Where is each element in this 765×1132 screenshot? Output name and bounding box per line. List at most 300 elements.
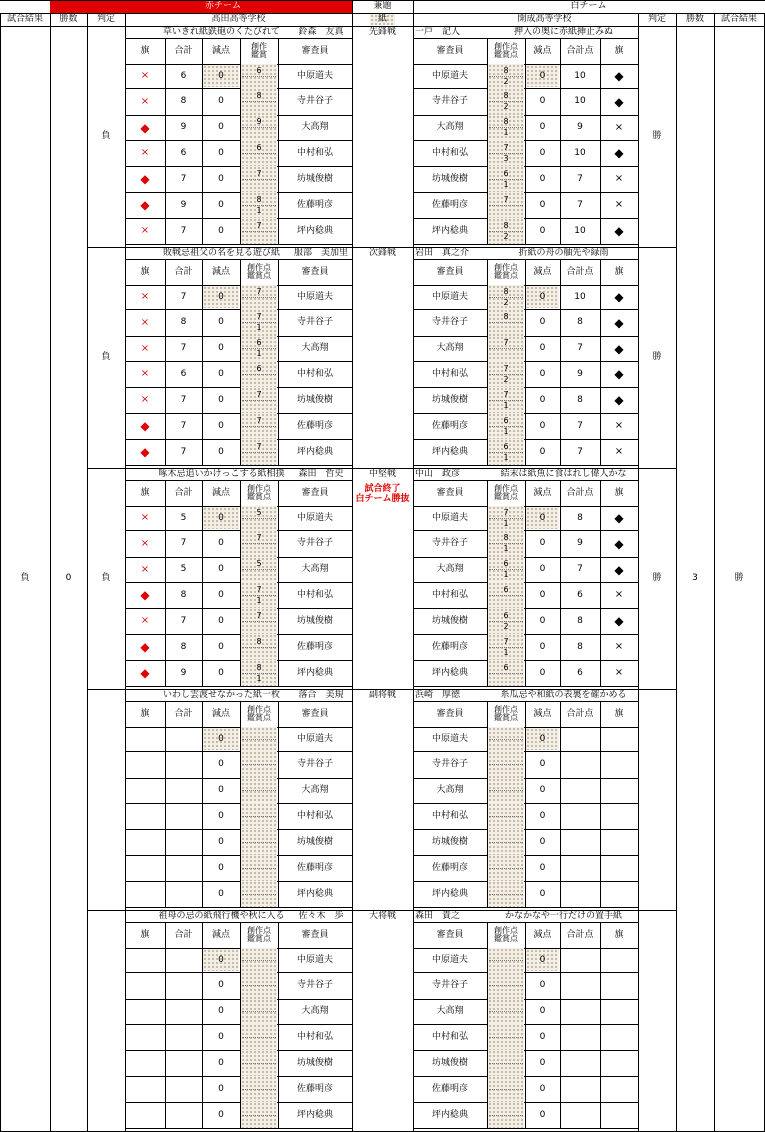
grid-line [487, 480, 488, 686]
white-deduct: 0 [539, 420, 546, 431]
bout-judge-white [638, 689, 676, 910]
white-flag: ◆ [614, 94, 624, 109]
grid-line [240, 701, 241, 907]
red-total: 7 [180, 225, 187, 236]
white-flag: ◆ [614, 146, 624, 160]
score-divider [242, 452, 276, 453]
grid-line [525, 38, 526, 244]
white-flag: × [614, 589, 624, 600]
white-total: 6 [577, 667, 583, 678]
score-divider [489, 595, 523, 596]
white-total: 10 [574, 147, 586, 158]
white-create-score: 7 [503, 389, 509, 399]
red-score [240, 361, 278, 387]
white-flag: ◆ [614, 224, 624, 238]
score-divider [489, 739, 523, 740]
red-deduct: 0 [218, 343, 224, 353]
score-divider [242, 868, 276, 869]
grid-line [278, 701, 279, 907]
score-divider [242, 426, 276, 427]
red-deduct: 0 [218, 70, 224, 81]
col-header-sum_points: 合計点 [566, 45, 594, 56]
judge-name-red: 坪内稔典 [296, 667, 333, 678]
judge-name-white: 坪内稔典 [431, 1109, 468, 1120]
red-create-score: 7 [256, 389, 262, 399]
red-flag [125, 999, 165, 1024]
score-divider [489, 348, 523, 349]
red-appreciate-score: 1 [256, 349, 262, 358]
white-total: 9 [577, 368, 583, 379]
score-divider [489, 764, 523, 765]
white-appreciate-score: 2 [503, 76, 509, 86]
match-wins-white: 3 [692, 573, 698, 583]
judge-name-white: 中原道夫 [431, 512, 468, 523]
white-score [487, 1076, 525, 1102]
white-haiku: かなかなや一行だけの置手紙 [504, 910, 622, 921]
white-deduct: 0 [539, 862, 546, 873]
col-header-appreciate: 鑑賞 [251, 50, 267, 59]
row-line [413, 686, 639, 687]
judge-name-red: 寺井谷子 [296, 759, 333, 769]
white-score [487, 218, 525, 244]
judge-name-red: 中原道夫 [296, 733, 333, 744]
white-score [487, 140, 525, 166]
red-score [240, 285, 278, 309]
white-create-score: 7 [503, 507, 509, 517]
red-flag: × [140, 147, 150, 158]
red-total [165, 1076, 202, 1102]
col-header-judge_col: 審査員 [436, 45, 464, 56]
red-total: 7 [180, 420, 187, 431]
white-score [487, 557, 525, 582]
grid-line [0, 0, 765, 1]
red-score [240, 727, 278, 751]
white-deduct: 0 [539, 1031, 546, 1042]
white-deduct: 0 [539, 785, 546, 795]
white-flag: ◆ [614, 341, 624, 356]
judge-name-white: 寺井谷子 [431, 759, 468, 769]
red-deduct: 0 [218, 836, 224, 847]
white-deduct: 0 [539, 641, 546, 652]
red-flag: × [140, 225, 150, 236]
score-divider [242, 790, 276, 791]
judge-name-white: 坊城俊樹 [431, 1057, 468, 1068]
red-appreciate-score: 1 [256, 673, 262, 683]
judge-name-white: 坊城俊樹 [431, 173, 468, 184]
judge-name-red: 坪内稔典 [296, 446, 333, 457]
red-flag: × [140, 368, 150, 379]
bout-round: 大将戦 [368, 910, 396, 921]
score-divider [489, 673, 523, 674]
row-line [125, 907, 353, 908]
judge-name-white: 佐藤明彦 [431, 199, 468, 210]
white-player: 一戸 記人 [415, 26, 461, 37]
white-deduct: 0 [539, 512, 546, 523]
grid-line [165, 922, 166, 1128]
col-header-sum_points: 合計点 [566, 708, 594, 719]
white-appreciate-score: 1 [503, 518, 509, 528]
white-deduct: 0 [539, 1057, 546, 1068]
red-score [240, 387, 278, 413]
white-deduct: 0 [539, 173, 546, 184]
white-deduct: 0 [539, 70, 546, 81]
bout-round: 次鋒戦 [368, 247, 396, 258]
red-player: 服部 美加里 [293, 247, 348, 258]
red-deduct: 0 [218, 446, 224, 457]
red-deduct: 0 [218, 980, 224, 990]
judge-name-red: 佐藤明彦 [296, 199, 333, 210]
grid-line [0, 13, 765, 14]
grid-line [240, 38, 241, 244]
grid-line [638, 910, 639, 1131]
red-total: 7 [180, 394, 187, 405]
white-total [560, 972, 600, 999]
judge-name-red: 大高翔 [301, 785, 329, 795]
white-flag: ◆ [614, 393, 624, 407]
white-player: 岩田 真之介 [415, 247, 470, 258]
white-score [487, 751, 525, 778]
red-appreciate-score: 1 [256, 205, 262, 215]
red-player: 森田 哲史 [298, 468, 344, 479]
white-deduct: 0 [539, 733, 546, 744]
white-player: 中山 政彦 [415, 468, 461, 479]
red-flag: × [140, 70, 150, 81]
red-deduct: 0 [218, 589, 224, 600]
judge-name-red: 中原道夫 [296, 70, 333, 81]
red-create-score: 7 [256, 312, 262, 321]
judge-name-red: 大高翔 [301, 1006, 329, 1016]
col-header-create-appreciate [240, 259, 278, 285]
red-player: 佐々木 歩 [298, 910, 344, 921]
judge-name-white: 中村和弘 [431, 810, 468, 821]
red-total [165, 999, 202, 1024]
white-deduct: 0 [539, 538, 546, 548]
white-flag: × [614, 199, 624, 210]
col-header-create-appreciate [240, 480, 278, 506]
row-line [125, 686, 353, 687]
col-header-create-appreciate [487, 259, 525, 285]
white-flag [600, 948, 638, 972]
judge-name-red: 坊城俊樹 [296, 1057, 333, 1068]
grid-line [638, 468, 639, 689]
red-haiku: いわし雲渡せなかった紙一枚 [162, 689, 280, 700]
score-divider [489, 842, 523, 843]
red-deduct: 0 [218, 420, 224, 431]
red-flag [125, 948, 165, 972]
red-flag: ◆ [140, 588, 150, 602]
red-total: 7 [180, 446, 187, 457]
white-total: 7 [577, 446, 583, 457]
col-header-flag: 旗 [140, 929, 150, 940]
score-divider [242, 569, 276, 570]
red-deduct: 0 [218, 862, 224, 873]
white-appreciate-score: 2 [503, 231, 509, 241]
red-total: 6 [180, 147, 187, 158]
red-flag: × [140, 615, 150, 626]
red-score [240, 1102, 278, 1128]
red-total: 6 [180, 70, 187, 81]
white-total [560, 829, 600, 855]
red-create-score: 6 [256, 363, 262, 373]
white-deduct: 0 [539, 1006, 546, 1016]
row-line [125, 244, 353, 245]
white-total [560, 948, 600, 972]
match-wins-red: 0 [65, 573, 72, 583]
col-header-create-appreciate [487, 38, 525, 64]
score-divider [489, 790, 523, 791]
white-deduct: 0 [539, 1083, 546, 1094]
red-deduct: 0 [218, 1109, 224, 1120]
judge-name-red: 中村和弘 [296, 810, 333, 821]
score-divider [242, 842, 276, 843]
red-total: 8 [180, 589, 187, 600]
red-total: 6 [180, 368, 187, 379]
red-appreciate-score: 1 [256, 595, 262, 605]
judge-name-red: 中村和弘 [296, 147, 333, 158]
winner-line: 白チーム勝抜 [355, 494, 410, 504]
white-flag [600, 855, 638, 881]
white-total [560, 1050, 600, 1076]
col-header-create: 創作点 [247, 262, 271, 272]
white-total [560, 881, 600, 907]
red-create-score: 7 [256, 584, 262, 594]
red-flag [125, 778, 165, 803]
col-header-deduct: 減点 [533, 929, 552, 940]
white-flag [600, 803, 638, 829]
col-header-create: 創作点 [247, 483, 271, 493]
white-flag: × [614, 173, 624, 184]
judge-name-white: 中村和弘 [431, 147, 468, 158]
red-score [240, 634, 278, 660]
judge-name-red: 中村和弘 [296, 368, 333, 379]
col-header-total: 合計 [174, 266, 193, 277]
red-score [240, 1024, 278, 1050]
grid-line [638, 13, 639, 26]
white-flag: ◆ [614, 69, 624, 83]
col-result-white: 試合結果 [720, 14, 757, 24]
white-total: 8 [577, 512, 583, 523]
red-total [165, 751, 202, 778]
white-flag [600, 751, 638, 778]
red-score [240, 660, 278, 686]
red-score [240, 413, 278, 439]
judge-name-white: 寺井谷子 [431, 538, 468, 548]
red-deduct: 0 [218, 1083, 224, 1094]
judge-name-white: 中原道夫 [431, 954, 468, 965]
score-divider [489, 960, 523, 961]
grid-line [600, 259, 601, 465]
white-total: 8 [577, 615, 583, 626]
white-deduct: 0 [539, 446, 546, 457]
red-deduct: 0 [218, 641, 224, 652]
white-score [487, 727, 525, 751]
red-create-score: 7 [256, 441, 262, 451]
red-score [240, 582, 278, 608]
col-header-appreciate: 鑑賞点 [494, 492, 518, 501]
red-total: 9 [180, 122, 187, 132]
white-score [487, 387, 525, 413]
judge-name-red: 中原道夫 [296, 291, 333, 302]
white-create-score: 8 [503, 533, 509, 542]
grid-line [165, 259, 166, 465]
white-deduct: 0 [539, 589, 546, 600]
red-flag [125, 1024, 165, 1050]
white-score [487, 582, 525, 608]
red-create-score: 8 [256, 662, 262, 672]
grid-line [525, 480, 526, 686]
grid-line [413, 0, 414, 26]
grid-line [352, 910, 353, 1131]
white-total: 7 [577, 173, 583, 184]
white-total [560, 727, 600, 751]
white-team-label: 白チーム [570, 1, 607, 11]
white-appreciate-score: 2 [503, 297, 509, 307]
white-flag: ◆ [614, 315, 624, 330]
white-flag [600, 999, 638, 1024]
bout-judge-white: 勝 [652, 131, 662, 141]
bout-judge-red: 負 [101, 131, 111, 141]
white-total [560, 855, 600, 881]
red-score [240, 557, 278, 582]
score-divider [489, 816, 523, 817]
judge-name-red: 坊城俊樹 [296, 394, 333, 405]
judge-name-red: 寺井谷子 [296, 317, 333, 327]
judge-name-red: 坪内稔典 [296, 888, 333, 899]
judge-name-white: 佐藤明彦 [431, 420, 468, 431]
white-deduct: 0 [539, 317, 546, 327]
judge-name-red: 中原道夫 [296, 512, 333, 523]
red-total [165, 778, 202, 803]
grid-line [278, 38, 279, 244]
red-deduct: 0 [218, 173, 224, 184]
white-score [487, 999, 525, 1024]
col-header-deduct: 減点 [533, 45, 552, 56]
white-score [487, 1102, 525, 1128]
col-header-create: 創作点 [247, 925, 271, 935]
red-score [240, 972, 278, 999]
match-result-white: 勝 [734, 573, 744, 583]
score-divider [242, 1063, 276, 1064]
white-flag [600, 1024, 638, 1050]
grid-line [560, 480, 561, 686]
judge-name-red: 坪内稔典 [296, 225, 333, 236]
grid-line [487, 259, 488, 465]
red-total [165, 948, 202, 972]
grid-line [165, 701, 166, 907]
score-divider [242, 76, 276, 77]
red-team-label: 赤チーム [204, 1, 241, 11]
white-haiku: 結末は紙魚に食はれし偉人かな [500, 468, 627, 479]
col-header-flag: 旗 [614, 487, 624, 498]
grid-line [560, 259, 561, 465]
white-player: 浜崎 厚徳 [415, 689, 461, 700]
white-flag [600, 881, 638, 907]
col-header-total: 合計 [174, 929, 193, 940]
red-create-score: 7 [256, 286, 262, 296]
score-divider [242, 985, 276, 986]
white-score [487, 660, 525, 686]
judge-name-white: 坊城俊樹 [431, 394, 468, 405]
red-score [240, 506, 278, 530]
white-deduct: 0 [539, 980, 546, 990]
grid-line [413, 910, 414, 1131]
col-judge-white: 判定 [647, 14, 666, 24]
red-deduct: 0 [218, 667, 224, 678]
red-total: 8 [180, 96, 187, 106]
judge-name-white: 佐藤明彦 [431, 862, 468, 873]
col-header-judge_col: 審査員 [301, 929, 329, 940]
score-divider [489, 1063, 523, 1064]
judge-name-white: 坪内稔典 [431, 888, 468, 899]
red-flag [125, 829, 165, 855]
white-total: 7 [577, 343, 583, 353]
score-divider [489, 1011, 523, 1012]
score-divider [242, 764, 276, 765]
white-create-score: 6 [503, 415, 509, 425]
red-total: 7 [180, 291, 187, 302]
judge-name-white: 中原道夫 [431, 70, 468, 81]
white-flag: × [614, 667, 624, 678]
red-deduct: 0 [218, 199, 224, 210]
red-flag: ◆ [140, 640, 150, 654]
judge-name-white: 大高翔 [436, 122, 464, 132]
red-score [240, 999, 278, 1024]
white-flag: ◆ [614, 367, 624, 381]
red-create-score: 7 [256, 220, 262, 230]
grid-line [638, 689, 639, 910]
red-total [165, 855, 202, 881]
white-score [487, 115, 525, 140]
match-result-red: 負 [20, 573, 30, 583]
grid-line [413, 468, 414, 689]
grid-line [525, 259, 526, 465]
red-score [240, 192, 278, 218]
theme-label: 兼題 [373, 1, 392, 11]
red-create-score: 7 [256, 610, 262, 620]
white-create-score: 7 [503, 338, 509, 347]
white-score [487, 336, 525, 361]
white-flag [600, 972, 638, 999]
red-deduct: 0 [218, 122, 224, 132]
grid-line [638, 26, 639, 247]
red-deduct: 0 [218, 147, 224, 158]
red-score [240, 751, 278, 778]
white-score [487, 285, 525, 309]
col-header-judge_col: 審査員 [436, 266, 464, 277]
grid-line [638, 247, 639, 468]
col-header-sum_points: 合計点 [566, 487, 594, 498]
white-score [487, 829, 525, 855]
row-line [413, 465, 639, 466]
red-total: 5 [180, 512, 187, 523]
col-wins-white: 勝数 [685, 14, 704, 24]
judge-name-red: 坊城俊樹 [296, 173, 333, 184]
white-total [560, 1102, 600, 1128]
red-total [165, 829, 202, 855]
red-flag: ◆ [140, 666, 150, 680]
judge-name-white: 佐藤明彦 [431, 641, 468, 652]
white-total: 7 [577, 199, 583, 210]
col-header-create-appreciate [487, 480, 525, 506]
judge-name-white: 坊城俊樹 [431, 836, 468, 847]
red-score [240, 855, 278, 881]
red-deduct: 0 [218, 733, 224, 744]
white-appreciate-score: 3 [503, 153, 509, 163]
red-create-score: 5 [256, 559, 262, 568]
white-flag: × [614, 420, 624, 431]
col-header-appreciate: 鑑賞点 [494, 713, 518, 722]
score-divider [242, 374, 276, 375]
